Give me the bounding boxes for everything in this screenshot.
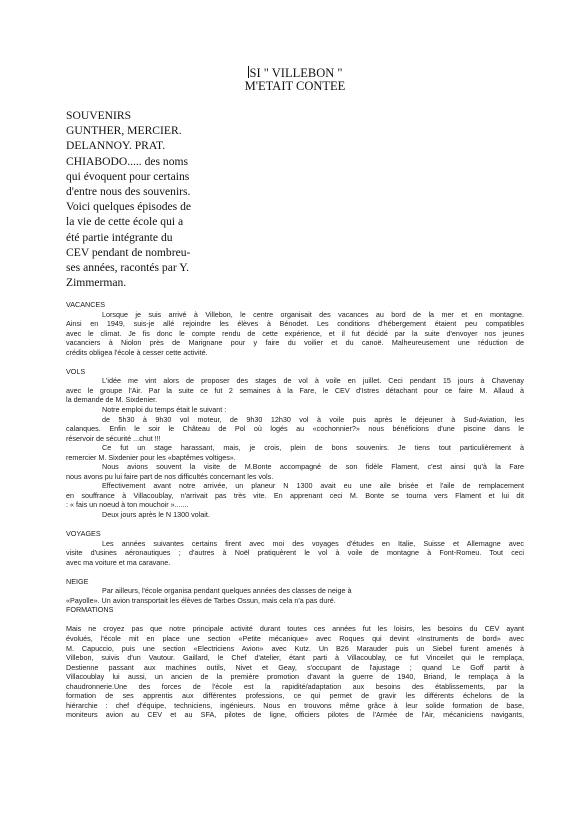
intro-line: DELANNOY. PRAT. <box>66 139 166 153</box>
paragraph-line: remercier M. Sixdenier pour les «baptêmes voltiges». <box>66 452 236 462</box>
paragraph-line: Les années suivantes certains firent avec moi des voyages d'études en Italie, Suisse et Allemagne avec <box>102 538 524 548</box>
paragraph-line: hiérarchie : chef d'équipe, techniciens, ingénieurs. Nous en trouvons même grâce à leur solide formation de base, <box>66 700 524 710</box>
paragraph-line: «Payolle». Un avion transportait les élèves de Tarbes Ossun, mais cela n'a pas duré. <box>66 595 336 605</box>
intro-block <box>66 108 206 290</box>
paragraph-line: crédits obligea l'école à cesser cette activité. <box>66 347 208 357</box>
paragraph-line <box>66 615 524 625</box>
paragraph-line: Lorsque je suis arrivé à Villebon, le centre organisait des vacances au bord de la mer et en montagne. <box>102 309 524 319</box>
paragraph-line: calanques. Enfin le soir le Château de Pol où logés au «cochonnier?» nous bénéficions d'une piscine dans le <box>66 424 524 434</box>
intro-line: été partie intégrante du <box>66 230 173 244</box>
paragraph-line: Ce fut un stage harassant, mais, je crois, plein de bons souvenirs. Je tiens tout particulièrement à <box>102 443 524 453</box>
intro-line: CEV pendant de nombreu- <box>66 245 191 259</box>
article-body <box>66 300 524 720</box>
paragraph-line: Deux jours après le N 1300 volait. <box>102 509 210 519</box>
paragraph-line: la demande de M. Sixdenier. <box>66 395 158 405</box>
section-heading: FORMATIONS <box>66 605 114 615</box>
paragraph-line: M. Capuccio, puis une section «Electriciens Avion» avec Kutz. Un B26 Marauder puis un Siebel furent amenés à <box>66 643 524 653</box>
paragraph-line: : « fais un noeud à ton mouchoir »....... <box>66 500 189 510</box>
section-gap <box>66 520 524 530</box>
text-cursor <box>248 66 249 78</box>
paragraph-line: formation de ses apprentis aux différentes professions, ce qui permet de gravir les différents échelons de la <box>66 691 524 701</box>
intro-line: la vie de cette école qui a <box>66 215 184 229</box>
paragraph-line: Villebon, suivis d'un Vautour. Gaillard, le Chef d'atelier, étant parti à Villacoublay, ce fut Vinceilet qui le remplaça, <box>66 653 524 663</box>
paragraph-line: réservoir de sécurité ...chut !!! <box>66 433 161 443</box>
intro-line: Zimmerman. <box>66 276 127 290</box>
intro-line: GUNTHER, MERCIER. <box>66 124 182 138</box>
intro-line: d'entre nous des souvenirs. <box>66 185 191 199</box>
paragraph-line: Effectivement avant notre arrivée, un planeur N 1300 avait eu une aile brisée et l'aile de remplacement <box>102 481 524 491</box>
paragraph-line: Mais ne croyez pas que notre principale activité durant toutes ces années fut les loisirs, les besoins du CEV ayant <box>66 624 524 634</box>
paragraph-line: de 5h30 à 9h30 vol moteur, de 9h30 12h30 vol à voile puis après le déjeuner à Sud-Aviation, les <box>102 414 524 424</box>
title-line-1 <box>150 66 440 80</box>
paragraph-line: Nous avions souvent la visite de M.Bonte accompagné de son fidèle Flament, c'est ainsi qu'à la Fare <box>102 462 524 472</box>
title-line-1-text: SI " VILLEBON " <box>249 66 343 80</box>
paragraph-line: Destienne passant aux machines outils, Nivet et Geay, s'occupant de l'ajustage ; quand Le Goff partit à <box>66 662 524 672</box>
paragraph-line: Ainsi en 1949, suis-je allé rejoindre les élèves à Bénodet. Les conditions d'hébergement étaient peu compatibles <box>66 319 524 329</box>
paragraph-line: avec le groupe l'Air. Par la suite ce fut 2 semaines à la Fare, le CEV d'Istres détachant pour ce faire M. Allaud à <box>66 385 524 395</box>
paragraph-line: visite d'usines aéronautiques ; d'autres à Noël pratiquèrent le vol à voile de montagne à Font-Romeu. Tout ceci <box>66 548 524 558</box>
intro-line: Voici quelques épisodes de <box>66 200 192 214</box>
paragraph-line: nous avons pu lui faire part de nos difficultés concernant les vols. <box>66 471 274 481</box>
section-gap <box>66 567 524 577</box>
paragraph-line: L'idée me vint alors de proposer des stages de vol à voile en juillet. Ceci pendant 15 jours à Chavenay <box>102 376 524 386</box>
paragraph-line: Villacoublay lui aussi, un ancien de la première promotion d'avant la guerre de 1940, Briand, le remplaça à la <box>66 672 524 682</box>
intro-line: ses années, racontés par Y. <box>66 261 189 275</box>
section-heading: NEIGE <box>66 576 89 586</box>
intro-line: qui évoquent pour certains <box>66 169 190 183</box>
paragraph-line: moniteurs avion au CEV et au SFA, pilotes de ligne, officiers pilotes de l'Armée de l'Air, mécaniciens navigants, <box>66 710 524 720</box>
paragraph-line: avec le climat. Je fis donc le compte rendu de cette expérience, et il fut décidé par la suite d'envoyer nos jeunes <box>66 328 524 338</box>
paragraph-line: en souffrance à Villacoublay, n'arrivait pas très vite. En apprenant ceci M. Bonte se tourna vers Flament et lui dit <box>66 490 524 500</box>
section-heading: VOYAGES <box>66 529 101 539</box>
paragraph-line: avec ma voiture et ma caravane. <box>66 557 171 567</box>
paragraph-line: chaudronnerie.Une des forces de l'école est la rapidité/adaptation aux besoins des établissements, par la <box>66 681 524 691</box>
title-line-2: M'ETAIT CONTEE <box>244 79 346 93</box>
intro-line: SOUVENIRS <box>66 109 132 122</box>
paragraph-line: Par ailleurs, l'école organisa pendant quelques années des classes de neige à <box>102 586 352 596</box>
intro-line: CHIABODO..... des noms <box>66 154 189 168</box>
section-heading: VOLS <box>66 366 86 376</box>
paragraph-line: vacanciers à Niolon près de Marignane pour y faire du voilier et du canoë. Malheureusement une réduction de <box>66 338 524 348</box>
paragraph-line: Notre emploi du temps était le suivant : <box>102 404 227 414</box>
section-heading: VACANCES <box>66 300 106 309</box>
section-gap <box>66 357 524 367</box>
paragraph-line: évolués, l'école mit en place une section «Petite mécanique» avec Roques qui devint «Instruments de bord» avec <box>66 634 524 643</box>
